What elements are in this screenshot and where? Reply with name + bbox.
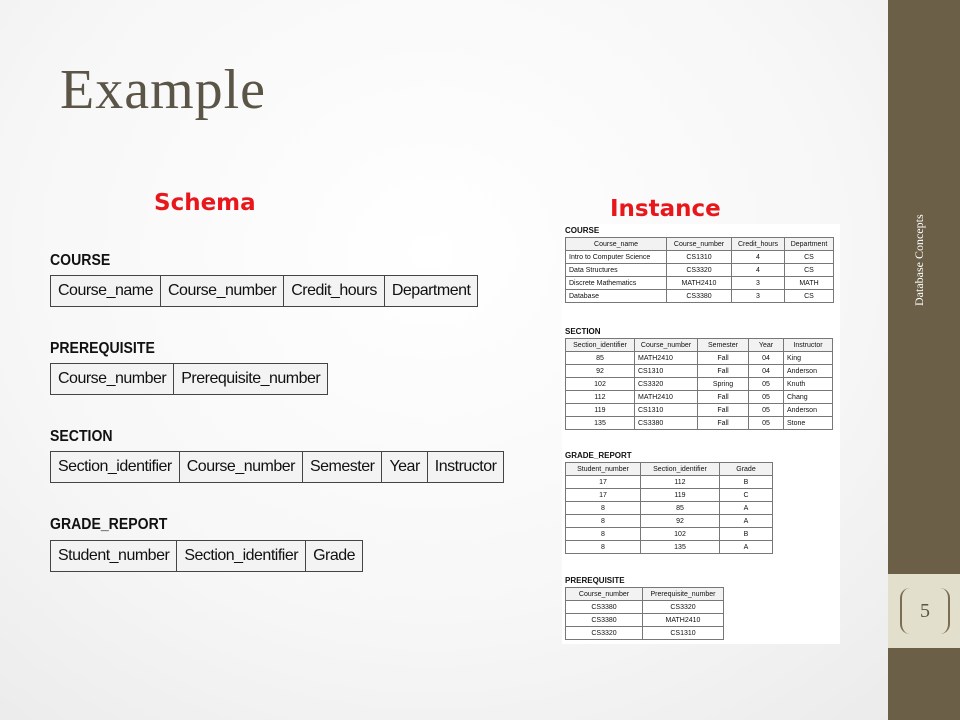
schema-relation-name: PREREQUISITE <box>50 340 155 357</box>
table-cell: Spring <box>698 378 749 391</box>
schema-relation-name: GRADE_REPORT <box>50 516 168 533</box>
column-header: Year <box>749 339 784 352</box>
table-cell: 92 <box>566 365 635 378</box>
table-row <box>566 277 834 290</box>
column-header: Course_number <box>635 339 698 352</box>
sidebar-subtitle: Database Concepts <box>912 214 926 306</box>
table-cell: CS3380 <box>635 417 698 430</box>
column-header: Instructor <box>784 339 833 352</box>
instance-table-name: SECTION <box>565 327 601 336</box>
table-row <box>566 476 773 489</box>
table-cell: Data Structures <box>566 264 667 277</box>
schema-attribute: Student_number <box>51 541 177 571</box>
table-cell: 119 <box>641 489 720 502</box>
instance-table-name: COURSE <box>565 226 600 235</box>
table-row <box>566 404 833 417</box>
table-cell: 3 <box>732 290 785 303</box>
table-cell: 3 <box>732 277 785 290</box>
table-cell: B <box>720 476 773 489</box>
table-header-row <box>566 339 833 352</box>
table-cell: Knuth <box>784 378 833 391</box>
table-cell: A <box>720 515 773 528</box>
table-cell: 05 <box>749 417 784 430</box>
table-cell: 85 <box>566 352 635 365</box>
schema-attribute: Course_name <box>51 276 161 306</box>
section-instance-table <box>565 338 833 430</box>
course-instance-table <box>565 237 834 303</box>
table-cell: King <box>784 352 833 365</box>
table-cell: CS3320 <box>643 601 724 614</box>
column-header: Credit_hours <box>732 238 785 251</box>
table-header-row <box>566 463 773 476</box>
table-cell: 119 <box>566 404 635 417</box>
table-cell: CS1310 <box>667 251 732 264</box>
schema-heading: Schema <box>154 190 256 216</box>
schema-attribute-row <box>50 540 363 572</box>
table-row <box>566 528 773 541</box>
table-cell: 05 <box>749 391 784 404</box>
table-cell: 05 <box>749 404 784 417</box>
table-cell: Anderson <box>784 365 833 378</box>
column-header: Prerequisite_number <box>643 588 724 601</box>
slide-title: Example <box>60 59 267 121</box>
table-cell: CS3380 <box>566 614 643 627</box>
table-cell: Fall <box>698 391 749 404</box>
table-cell: 112 <box>641 476 720 489</box>
column-header: Section_identifier <box>641 463 720 476</box>
table-cell: 04 <box>749 352 784 365</box>
table-cell: 05 <box>749 378 784 391</box>
column-header: Course_name <box>566 238 667 251</box>
table-cell: Fall <box>698 417 749 430</box>
schema-attribute: Department <box>391 282 471 299</box>
column-header: Student_number <box>566 463 641 476</box>
table-cell: CS1310 <box>635 365 698 378</box>
table-cell: B <box>720 528 773 541</box>
table-cell: 8 <box>566 502 641 515</box>
table-cell: MATH <box>785 277 834 290</box>
table-cell: CS <box>785 251 834 264</box>
table-header-row <box>566 238 834 251</box>
table-row <box>566 515 773 528</box>
table-cell: 92 <box>641 515 720 528</box>
table-cell: CS3320 <box>566 627 643 640</box>
table-cell: Fall <box>698 404 749 417</box>
instance-table-name: PREREQUISITE <box>565 576 625 585</box>
column-header: Course_number <box>667 238 732 251</box>
schema-attribute: Course_number <box>51 364 174 394</box>
table-cell: MATH2410 <box>643 614 724 627</box>
schema-attribute-row <box>50 451 504 483</box>
table-cell: Fall <box>698 365 749 378</box>
table-cell: CS1310 <box>635 404 698 417</box>
table-cell: MATH2410 <box>635 352 698 365</box>
table-cell: Chang <box>784 391 833 404</box>
table-row <box>566 502 773 515</box>
table-cell: 135 <box>641 541 720 554</box>
schema-attribute: Prerequisite_number <box>181 370 321 387</box>
schema-relation-name: COURSE <box>50 252 111 269</box>
table-cell: 135 <box>566 417 635 430</box>
schema-attribute-row <box>50 275 478 307</box>
table-cell: 4 <box>732 251 785 264</box>
table-cell: Anderson <box>784 404 833 417</box>
instance-table-name: GRADE_REPORT <box>565 451 632 460</box>
schema-relation-name: SECTION <box>50 428 113 445</box>
schema-attribute: Credit_hours <box>284 276 385 306</box>
table-cell: Intro to Computer Science <box>566 251 667 264</box>
table-row <box>566 601 724 614</box>
instance-heading: Instance <box>610 196 721 222</box>
table-cell: 8 <box>566 515 641 528</box>
column-header: Section_identifier <box>566 339 635 352</box>
table-cell: MATH2410 <box>635 391 698 404</box>
table-header-row <box>566 588 724 601</box>
table-cell: 102 <box>641 528 720 541</box>
table-row <box>566 417 833 430</box>
table-row <box>566 489 773 502</box>
table-cell: 8 <box>566 541 641 554</box>
schema-attribute: Grade <box>313 547 356 564</box>
table-cell: Stone <box>784 417 833 430</box>
table-cell: MATH2410 <box>667 277 732 290</box>
table-cell: Database <box>566 290 667 303</box>
table-cell: 17 <box>566 489 641 502</box>
table-cell: 102 <box>566 378 635 391</box>
table-row <box>566 627 724 640</box>
column-header: Department <box>785 238 834 251</box>
schema-attribute-row <box>50 363 328 395</box>
page-number: 5 <box>900 588 950 634</box>
table-row <box>566 290 834 303</box>
schema-attribute: Section_identifier <box>51 452 180 482</box>
table-row <box>566 365 833 378</box>
table-row <box>566 391 833 404</box>
table-cell: CS3380 <box>667 290 732 303</box>
table-row <box>566 541 773 554</box>
table-cell: 4 <box>732 264 785 277</box>
table-row <box>566 251 834 264</box>
table-cell: CS3380 <box>566 601 643 614</box>
table-cell: A <box>720 502 773 515</box>
schema-attribute: Course_number <box>161 276 284 306</box>
schema-attribute: Semester <box>303 452 382 482</box>
column-header: Semester <box>698 339 749 352</box>
table-cell: 85 <box>641 502 720 515</box>
table-cell: CS3320 <box>635 378 698 391</box>
table-cell: 112 <box>566 391 635 404</box>
table-row <box>566 352 833 365</box>
table-cell: C <box>720 489 773 502</box>
table-row <box>566 614 724 627</box>
table-cell: CS <box>785 290 834 303</box>
table-row <box>566 378 833 391</box>
table-row <box>566 264 834 277</box>
table-cell: A <box>720 541 773 554</box>
schema-attribute: Year <box>382 452 427 482</box>
table-cell: 17 <box>566 476 641 489</box>
table-cell: 8 <box>566 528 641 541</box>
table-cell: 04 <box>749 365 784 378</box>
table-cell: CS <box>785 264 834 277</box>
schema-attribute: Section_identifier <box>177 541 306 571</box>
table-cell: CS1310 <box>643 627 724 640</box>
column-header: Grade <box>720 463 773 476</box>
column-header: Course_number <box>566 588 643 601</box>
schema-attribute: Instructor <box>434 458 497 475</box>
schema-attribute: Course_number <box>180 452 303 482</box>
table-cell: CS3320 <box>667 264 732 277</box>
table-cell: Discrete Mathematics <box>566 277 667 290</box>
grade-report-instance-table <box>565 462 773 554</box>
table-cell: Fall <box>698 352 749 365</box>
prerequisite-instance-table <box>565 587 724 640</box>
